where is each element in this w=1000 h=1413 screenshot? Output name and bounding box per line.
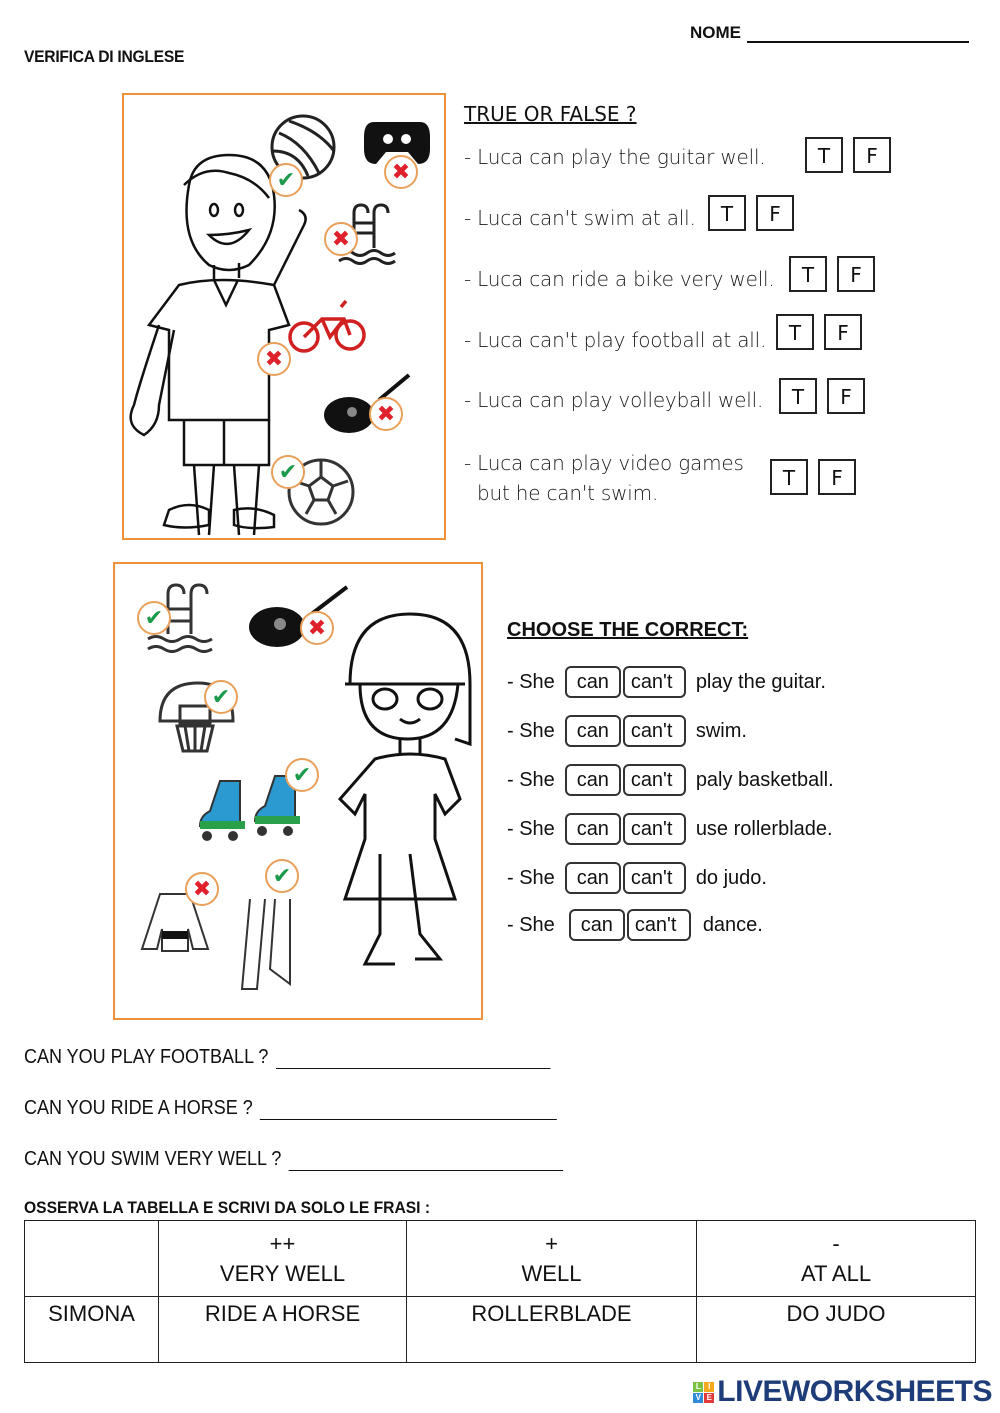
table-row xyxy=(25,1297,976,1363)
choose-item-2-cant[interactable]: can't xyxy=(623,715,686,747)
table-header-well: + WELL xyxy=(407,1221,697,1297)
choose-item-5: - She can can't do judo. xyxy=(507,862,767,894)
tf-item-1-true-box[interactable]: T xyxy=(805,137,843,173)
tf-item-1-false-box[interactable]: F xyxy=(853,137,891,173)
bike-cross-icon: ✖ xyxy=(257,342,291,376)
choose-item-1: - She can can't play the guitar. xyxy=(507,666,826,698)
ballet-shoes-icon xyxy=(235,899,305,999)
table-header-empty xyxy=(25,1221,159,1297)
table-instruction: OSSERVA LA TABELLA E SCRIVI DA SOLO LE FRASI : xyxy=(24,1198,431,1217)
choose-item-6-can[interactable]: can xyxy=(569,909,625,941)
basketball-check-icon: ✔ xyxy=(204,680,238,714)
tf-item-4-false-box[interactable]: F xyxy=(824,314,862,350)
choose-item-6-cant[interactable]: can't xyxy=(627,909,691,941)
name-label: NOME xyxy=(690,23,741,42)
tf-item-3: - Luca can ride a bike very well. xyxy=(464,267,775,291)
choose-item-1-cant[interactable]: can't xyxy=(623,666,686,698)
page-title: VERIFICA DI INGLESE xyxy=(24,47,185,66)
rollerblade-check-icon: ✔ xyxy=(285,758,319,792)
table-cell-at-all: DO JUDO xyxy=(697,1297,976,1363)
question-2: CAN YOU RIDE A HORSE ? xyxy=(24,1097,557,1120)
tf-item-4-true-box[interactable]: T xyxy=(776,314,814,350)
swimming-cross-icon: ✖ xyxy=(324,222,358,256)
table-header-at-all: - AT ALL xyxy=(697,1221,976,1297)
tf-item-4: - Luca can't play football at all. xyxy=(464,328,767,352)
girl-figure-icon xyxy=(325,604,475,1004)
volleyball-check-icon: ✔ xyxy=(269,163,303,197)
name-field xyxy=(690,23,969,43)
choose-item-4-cant[interactable]: can't xyxy=(623,813,686,845)
tf-item-5-false-box[interactable]: F xyxy=(827,378,865,414)
choose-item-6: - She can can't dance. xyxy=(507,909,763,941)
guitar-icon xyxy=(319,370,419,440)
tf-item-3-options xyxy=(789,256,875,292)
live-logo-icon: L I V E xyxy=(693,1382,714,1403)
boy-illustration-panel xyxy=(122,93,446,540)
guitar-cross-icon: ✖ xyxy=(369,397,403,431)
choose-correct-title: CHOOSE THE CORRECT: xyxy=(507,619,749,641)
tf-item-1-options xyxy=(805,137,891,173)
name-blank-line[interactable] xyxy=(747,25,969,43)
question-3-answer-line[interactable] xyxy=(289,1152,564,1171)
tf-item-6-true-box[interactable]: T xyxy=(770,459,808,495)
tf-item-5-true-box[interactable]: T xyxy=(779,378,817,414)
choose-item-4: - She can can't use rollerblade. xyxy=(507,813,833,845)
guitar-cross-icon: ✖ xyxy=(300,611,334,645)
girl-illustration-panel xyxy=(113,562,483,1020)
question-3: CAN YOU SWIM VERY WELL ? xyxy=(24,1148,563,1171)
liveworksheets-logo xyxy=(693,1375,992,1409)
tf-item-3-true-box[interactable]: T xyxy=(789,256,827,292)
tf-item-6-options xyxy=(770,459,856,495)
abilities-table xyxy=(24,1220,976,1363)
choose-item-2-can[interactable]: can xyxy=(565,715,621,747)
choose-item-3: - She can can't paly basketball. xyxy=(507,764,834,796)
ballet-check-icon: ✔ xyxy=(265,859,299,893)
table-cell-name: SIMONA xyxy=(25,1297,159,1363)
table-header-row xyxy=(25,1221,976,1297)
gamepad-cross-icon: ✖ xyxy=(384,155,418,189)
tf-item-5-options xyxy=(779,378,865,414)
tf-item-2-true-box[interactable]: T xyxy=(708,195,746,231)
tf-item-6-false-box[interactable]: F xyxy=(818,459,856,495)
football-check-icon: ✔ xyxy=(271,455,305,489)
table-cell-well: ROLLERBLADE xyxy=(407,1297,697,1363)
tf-item-4-options xyxy=(776,314,862,350)
judo-cross-icon: ✖ xyxy=(185,872,219,906)
question-2-answer-line[interactable] xyxy=(260,1101,557,1120)
tf-item-2-options xyxy=(708,195,794,231)
choose-item-3-cant[interactable]: can't xyxy=(623,764,686,796)
choose-item-2: - She can can't swim. xyxy=(507,715,747,747)
tf-item-6: - Luca can play video games but he can't swim. xyxy=(464,451,744,505)
true-false-title: TRUE OR FALSE ? xyxy=(464,102,637,126)
choose-item-5-cant[interactable]: can't xyxy=(623,862,686,894)
logo-text: LIVEWORKSHEETS xyxy=(717,1375,992,1408)
tf-item-3-false-box[interactable]: F xyxy=(837,256,875,292)
choose-item-3-can[interactable]: can xyxy=(565,764,621,796)
tf-item-2: - Luca can't swim at all. xyxy=(464,206,696,230)
choose-item-4-can[interactable]: can xyxy=(565,813,621,845)
table-cell-very-well: RIDE A HORSE xyxy=(159,1297,407,1363)
bike-icon xyxy=(286,295,368,357)
tf-item-1: - Luca can play the guitar well. xyxy=(464,145,766,169)
tf-item-5: - Luca can play volleyball well. xyxy=(464,388,764,412)
choose-item-1-can[interactable]: can xyxy=(565,666,621,698)
swimming-check-icon: ✔ xyxy=(137,601,171,635)
choose-item-5-can[interactable]: can xyxy=(565,862,621,894)
question-1-answer-line[interactable] xyxy=(276,1050,550,1069)
question-1: CAN YOU PLAY FOOTBALL ? xyxy=(24,1046,550,1069)
tf-item-2-false-box[interactable]: F xyxy=(756,195,794,231)
table-header-very-well: ++ VERY WELL xyxy=(159,1221,407,1297)
